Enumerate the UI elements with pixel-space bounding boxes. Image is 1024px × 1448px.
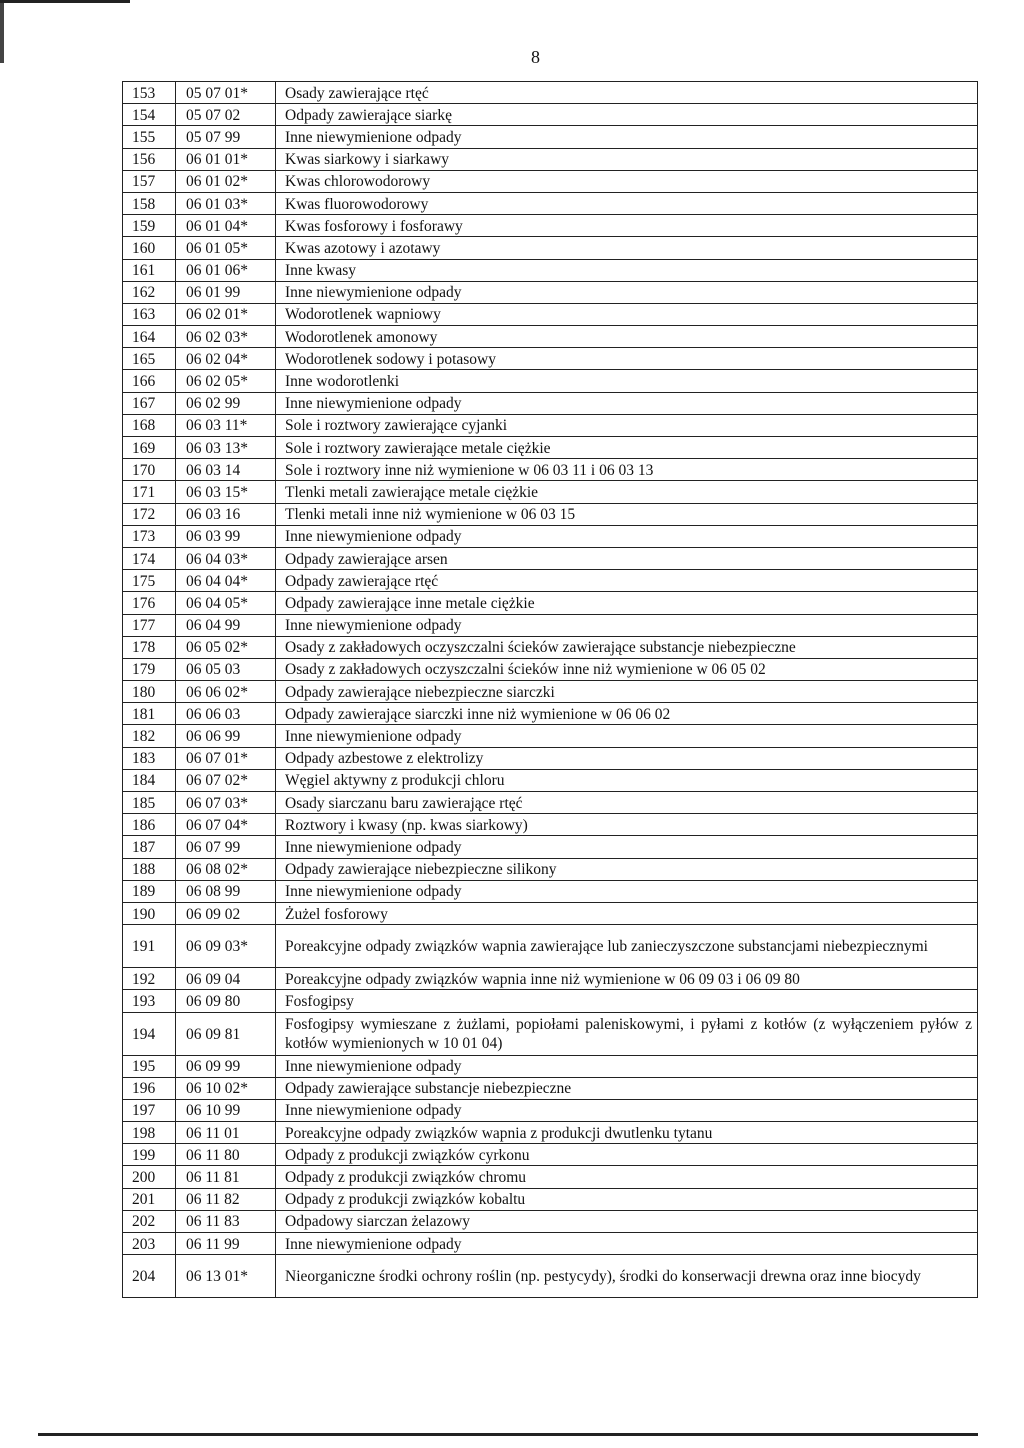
table-row [123, 636, 978, 658]
page-number: 8 [531, 47, 540, 67]
waste-code: 06 01 04* [176, 215, 276, 237]
waste-code: 06 09 02 [176, 902, 276, 924]
row-number: 172 [123, 503, 176, 525]
waste-code: 06 01 99 [176, 281, 276, 303]
waste-code: 06 03 13* [176, 437, 276, 459]
waste-code: 06 11 01 [176, 1122, 276, 1144]
table-row [123, 614, 978, 636]
waste-code: 06 08 99 [176, 880, 276, 902]
waste-description: Kwas azotowy i azotawy [276, 237, 978, 259]
row-number: 178 [123, 636, 176, 658]
waste-code: 06 10 02* [176, 1077, 276, 1099]
waste-description: Odpady z produkcji związków chromu [276, 1166, 978, 1188]
waste-description: Wodorotlenek wapniowy [276, 303, 978, 325]
waste-code: 06 03 99 [176, 525, 276, 547]
waste-code: 06 01 02* [176, 170, 276, 192]
waste-code: 06 01 05* [176, 237, 276, 259]
table-row [123, 437, 978, 459]
table-row [123, 215, 978, 237]
waste-code: 06 04 99 [176, 614, 276, 636]
row-number: 161 [123, 259, 176, 281]
scan-artifact-left [0, 3, 4, 63]
row-number: 183 [123, 747, 176, 769]
table-row [123, 658, 978, 680]
waste-description: Kwas chlorowodorowy [276, 170, 978, 192]
row-number: 202 [123, 1210, 176, 1232]
scan-artifact-top [0, 0, 130, 3]
table-row [123, 925, 978, 968]
row-number: 176 [123, 592, 176, 614]
table-row [123, 503, 978, 525]
waste-description: Wodorotlenek sodowy i potasowy [276, 348, 978, 370]
table-row [123, 592, 978, 614]
waste-description: Odpady zawierające niebezpieczne siarczki [276, 681, 978, 703]
waste-code: 06 05 02* [176, 636, 276, 658]
row-number: 164 [123, 326, 176, 348]
table-row [123, 104, 978, 126]
waste-code: 06 02 99 [176, 392, 276, 414]
waste-code: 06 07 01* [176, 747, 276, 769]
waste-code: 06 11 99 [176, 1233, 276, 1255]
bottom-rule [38, 1433, 978, 1436]
table-row [123, 281, 978, 303]
waste-description: Inne niewymienione odpady [276, 1055, 978, 1077]
row-number: 194 [123, 1012, 176, 1055]
waste-description: Inne niewymienione odpady [276, 880, 978, 902]
row-number: 163 [123, 303, 176, 325]
waste-code: 06 11 82 [176, 1188, 276, 1210]
waste-description: Tlenki metali inne niż wymienione w 06 03 15 [276, 503, 978, 525]
waste-code: 06 01 03* [176, 192, 276, 214]
row-number: 169 [123, 437, 176, 459]
waste-code: 06 09 81 [176, 1012, 276, 1055]
waste-code: 06 01 01* [176, 148, 276, 170]
row-number: 177 [123, 614, 176, 636]
row-number: 167 [123, 392, 176, 414]
waste-description: Wodorotlenek amonowy [276, 326, 978, 348]
waste-description: Inne niewymienione odpady [276, 525, 978, 547]
waste-code: 06 10 99 [176, 1099, 276, 1121]
table-row [123, 703, 978, 725]
waste-description: Odpady zawierające niebezpieczne silikony [276, 858, 978, 880]
waste-code: 06 02 01* [176, 303, 276, 325]
row-number: 171 [123, 481, 176, 503]
table-row [123, 148, 978, 170]
table-row [123, 192, 978, 214]
table-row [123, 681, 978, 703]
row-number: 184 [123, 769, 176, 791]
table-row [123, 792, 978, 814]
waste-code: 05 07 99 [176, 126, 276, 148]
table-row [123, 326, 978, 348]
waste-description: Poreakcyjne odpady związków wapnia inne niż wymienione w 06 09 03 i 06 09 80 [276, 968, 978, 990]
row-number: 204 [123, 1255, 176, 1298]
waste-code: 06 13 01* [176, 1255, 276, 1298]
table-row [123, 1012, 978, 1055]
row-number: 153 [123, 82, 176, 104]
waste-description: Fosfogipsy wymieszane z żużlami, popiołami paleniskowymi, i pyłami z kotłów (z wyłączeniem pyłów z kotłów wymienionych w 10 01 04) [276, 1012, 978, 1055]
waste-description: Inne niewymienione odpady [276, 392, 978, 414]
table-row [123, 769, 978, 791]
waste-description: Kwas fosforowy i fosforawy [276, 215, 978, 237]
waste-code: 05 07 02 [176, 104, 276, 126]
table-row [123, 170, 978, 192]
waste-description: Roztwory i kwasy (np. kwas siarkowy) [276, 814, 978, 836]
table-row [123, 1122, 978, 1144]
row-number: 192 [123, 968, 176, 990]
waste-code: 06 07 04* [176, 814, 276, 836]
waste-code: 06 06 99 [176, 725, 276, 747]
row-number: 162 [123, 281, 176, 303]
row-number: 157 [123, 170, 176, 192]
row-number: 191 [123, 925, 176, 968]
waste-description: Inne niewymienione odpady [276, 281, 978, 303]
waste-code: 06 01 06* [176, 259, 276, 281]
waste-description: Inne wodorotlenki [276, 370, 978, 392]
waste-description: Inne niewymienione odpady [276, 836, 978, 858]
waste-description: Nieorganiczne środki ochrony roślin (np. pestycydy), środki do konserwacji drewna oraz inne biocydy [276, 1255, 978, 1298]
row-number: 166 [123, 370, 176, 392]
waste-codes-table [122, 81, 978, 1298]
row-number: 182 [123, 725, 176, 747]
waste-description: Odpady azbestowe z elektrolizy [276, 747, 978, 769]
waste-description: Osady z zakładowych oczyszczalni ścieków inne niż wymienione w 06 05 02 [276, 658, 978, 680]
row-number: 186 [123, 814, 176, 836]
table-row [123, 814, 978, 836]
row-number: 193 [123, 990, 176, 1012]
table-row [123, 968, 978, 990]
waste-description: Poreakcyjne odpady związków wapnia zawierające lub zanieczyszczone substancjami niebezpiecznymi [276, 925, 978, 968]
row-number: 200 [123, 1166, 176, 1188]
waste-description: Inne niewymienione odpady [276, 1233, 978, 1255]
row-number: 154 [123, 104, 176, 126]
table-row [123, 902, 978, 924]
waste-code: 05 07 01* [176, 82, 276, 104]
waste-description: Kwas siarkowy i siarkawy [276, 148, 978, 170]
table-row [123, 414, 978, 436]
row-number: 179 [123, 658, 176, 680]
table-row [123, 1166, 978, 1188]
waste-code: 06 03 15* [176, 481, 276, 503]
waste-description: Odpady zawierające substancje niebezpieczne [276, 1077, 978, 1099]
row-number: 156 [123, 148, 176, 170]
table-row [123, 1255, 978, 1298]
table-row [123, 237, 978, 259]
row-number: 170 [123, 459, 176, 481]
table-row [123, 82, 978, 104]
waste-code: 06 04 05* [176, 592, 276, 614]
table-row [123, 481, 978, 503]
waste-description: Osady z zakładowych oczyszczalni ścieków zawierające substancje niebezpieczne [276, 636, 978, 658]
waste-description: Odpady z produkcji związków cyrkonu [276, 1144, 978, 1166]
row-number: 188 [123, 858, 176, 880]
waste-description: Osady zawierające rtęć [276, 82, 978, 104]
waste-description: Odpady zawierające inne metale ciężkie [276, 592, 978, 614]
waste-description: Odpady zawierające siarczki inne niż wymienione w 06 06 02 [276, 703, 978, 725]
table-row [123, 126, 978, 148]
table-row [123, 725, 978, 747]
table-row [123, 990, 978, 1012]
table-row [123, 880, 978, 902]
row-number: 189 [123, 880, 176, 902]
table-row [123, 1144, 978, 1166]
row-number: 175 [123, 570, 176, 592]
table-row [123, 1233, 978, 1255]
waste-description: Sole i roztwory zawierające cyjanki [276, 414, 978, 436]
row-number: 155 [123, 126, 176, 148]
waste-code: 06 02 03* [176, 326, 276, 348]
table-row [123, 547, 978, 569]
row-number: 173 [123, 525, 176, 547]
row-number: 181 [123, 703, 176, 725]
table-row [123, 1077, 978, 1099]
waste-description: Inne niewymienione odpady [276, 725, 978, 747]
row-number: 187 [123, 836, 176, 858]
waste-code: 06 06 02* [176, 681, 276, 703]
row-number: 196 [123, 1077, 176, 1099]
waste-description: Odpady zawierające arsen [276, 547, 978, 569]
table-row [123, 570, 978, 592]
waste-code: 06 11 80 [176, 1144, 276, 1166]
waste-description: Inne kwasy [276, 259, 978, 281]
table-row [123, 370, 978, 392]
table-row [123, 392, 978, 414]
waste-description: Poreakcyjne odpady związków wapnia z produkcji dwutlenku tytanu [276, 1122, 978, 1144]
table-row [123, 259, 978, 281]
row-number: 190 [123, 902, 176, 924]
waste-code: 06 02 05* [176, 370, 276, 392]
table-row [123, 1055, 978, 1077]
table-row [123, 836, 978, 858]
waste-code: 06 09 03* [176, 925, 276, 968]
waste-description: Sole i roztwory zawierające metale ciężkie [276, 437, 978, 459]
waste-description: Żużel fosforowy [276, 902, 978, 924]
table-row [123, 525, 978, 547]
waste-code: 06 07 02* [176, 769, 276, 791]
waste-code: 06 09 99 [176, 1055, 276, 1077]
waste-code: 06 07 99 [176, 836, 276, 858]
table-row [123, 1210, 978, 1232]
waste-description: Fosfogipsy [276, 990, 978, 1012]
waste-code: 06 08 02* [176, 858, 276, 880]
row-number: 197 [123, 1099, 176, 1121]
waste-description: Kwas fluorowodorowy [276, 192, 978, 214]
waste-description: Osady siarczanu baru zawierające rtęć [276, 792, 978, 814]
row-number: 180 [123, 681, 176, 703]
row-number: 199 [123, 1144, 176, 1166]
waste-code: 06 04 03* [176, 547, 276, 569]
table-row [123, 348, 978, 370]
waste-code: 06 03 16 [176, 503, 276, 525]
waste-code: 06 02 04* [176, 348, 276, 370]
row-number: 160 [123, 237, 176, 259]
row-number: 159 [123, 215, 176, 237]
row-number: 174 [123, 547, 176, 569]
table-row [123, 747, 978, 769]
waste-code: 06 11 81 [176, 1166, 276, 1188]
row-number: 201 [123, 1188, 176, 1210]
waste-description: Tlenki metali zawierające metale ciężkie [276, 481, 978, 503]
waste-code: 06 05 03 [176, 658, 276, 680]
waste-description: Inne niewymienione odpady [276, 126, 978, 148]
waste-code: 06 07 03* [176, 792, 276, 814]
waste-code: 06 09 80 [176, 990, 276, 1012]
waste-code: 06 04 04* [176, 570, 276, 592]
row-number: 168 [123, 414, 176, 436]
row-number: 198 [123, 1122, 176, 1144]
table-row [123, 858, 978, 880]
row-number: 185 [123, 792, 176, 814]
table-row [123, 1099, 978, 1121]
waste-code: 06 09 04 [176, 968, 276, 990]
table-row [123, 459, 978, 481]
row-number: 158 [123, 192, 176, 214]
waste-code: 06 06 03 [176, 703, 276, 725]
waste-description: Odpady zawierające rtęć [276, 570, 978, 592]
row-number: 165 [123, 348, 176, 370]
waste-code: 06 03 14 [176, 459, 276, 481]
waste-description: Inne niewymienione odpady [276, 614, 978, 636]
waste-description: Węgiel aktywny z produkcji chloru [276, 769, 978, 791]
waste-code: 06 03 11* [176, 414, 276, 436]
waste-description: Sole i roztwory inne niż wymienione w 06 03 11 i 06 03 13 [276, 459, 978, 481]
waste-code: 06 11 83 [176, 1210, 276, 1232]
table-body [123, 82, 978, 1298]
row-number: 195 [123, 1055, 176, 1077]
waste-description: Inne niewymienione odpady [276, 1099, 978, 1121]
row-number: 203 [123, 1233, 176, 1255]
waste-description: Odpady zawierające siarkę [276, 104, 978, 126]
waste-description: Odpadowy siarczan żelazowy [276, 1210, 978, 1232]
table-row [123, 303, 978, 325]
waste-description: Odpady z produkcji związków kobaltu [276, 1188, 978, 1210]
table-row [123, 1188, 978, 1210]
